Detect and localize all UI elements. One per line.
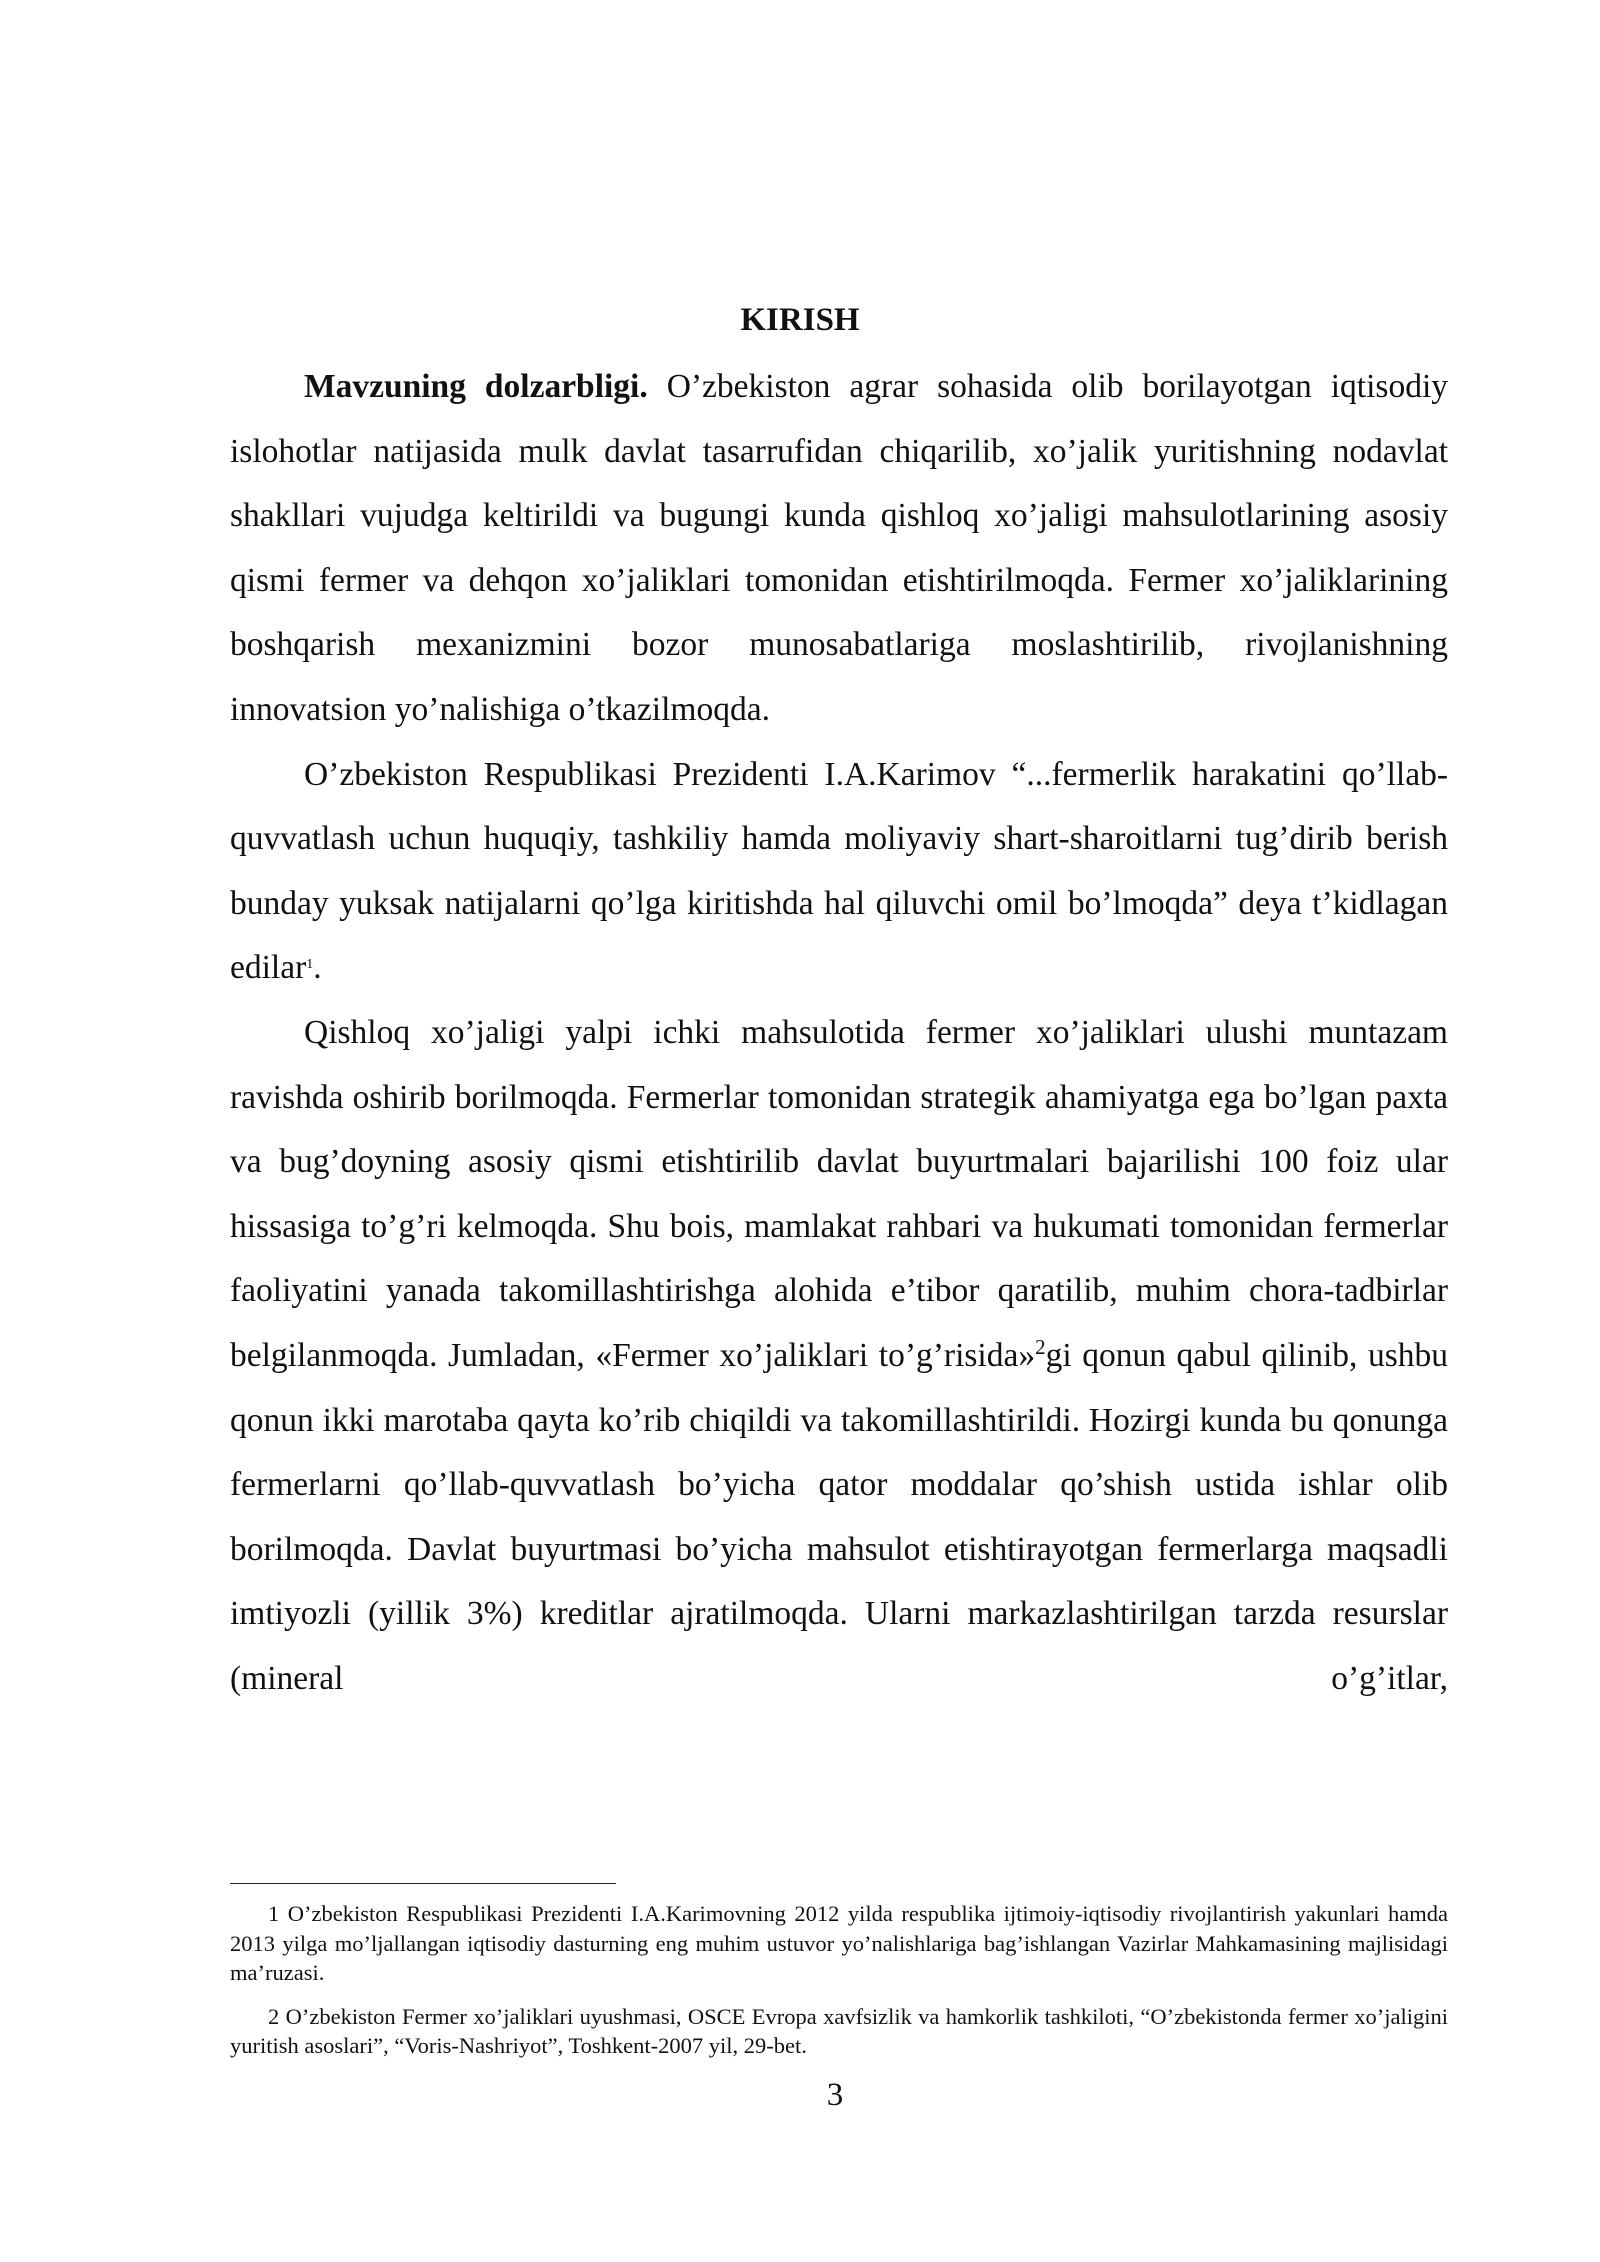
relevance-text: O’zbekiston agrar sohasida olib borilayotgan iqtisodiy islohotlar natijasida mulk davlat tasarrufidan chiqarilib, xo’jalik yuritishning nodavlat shakllari vujudga keltirildi va bugungi kunda qishloq xo’jaligi mahsulotlarining asosiy qismi fermer va dehqon xo’jaliklari tomonidan etishtirilmoqda. Fermer xo’jaliklarining boshqarish mexanizmini bozor munosabatlariga moslashtirilib, rivojlanishning innovatsion yo’nalishiga o’tkazilmoqda. (230, 368, 1449, 728)
relevance-lead: Mavzuning dolzarbligi. (304, 368, 648, 405)
paragraph-farmer-share (230, 1001, 1448, 1712)
quote-text: O’zbekiston Respublikasi Prezidenti I.A.Karimov “...fermerlik harakatini qo’llab-quvvatlash uchun huquqiy, tashkiliy hamda moliyaviy shart-sharoitlarni tug’dirib berish bunday yuksak natijalarni qo’lga kiritishda hal qiluvchi omil bo’lmoqda” deya t’kidlagan edilar (230, 755, 1448, 987)
footnotes (230, 1899, 1448, 2075)
footnote-ref-1[interactable]: 1 (306, 957, 314, 973)
footnote-number: 1 (268, 1901, 280, 1926)
footnote-ref-2[interactable]: 2 (1035, 1334, 1046, 1359)
paragraph-relevance (230, 355, 1448, 743)
paragraph-president-quote (230, 743, 1448, 1001)
page-number: 3 (826, 2077, 844, 2113)
farmer-share-text: Qishloq xo’jaligi yalpi ichki mahsulotida fermer xo’jaliklari ulushi muntazam ravishda oshirib borilmoqda. Fermerlar tomonidan strategik ahamiyatga ega bo’lgan paxta va bug’doyning asosiy qismi etishtirilib davlat buyurtmalari bajarilishi 100 foiz ular hissasiga to’g’ri kelmoqda. Shu bois, mamlakat rahbari va hukumati tomonidan fermerlar faoliyatini yanada takomillashtirishga alohida e’tibor qaratilib, muhim chora-tadbirlar belgilanmoqda. Jumladan, «Fermer xo’jaliklari to’g’risida» (230, 1013, 1448, 1374)
footnote-2 (230, 2002, 1448, 2061)
footnote-text: O’zbekiston Respublikasi Prezidenti I.A.Karimovning 2012 yilda respublika ijtimoiy-iqtisodiy rivojlantirish yakunlari hamda 2013 yilga mo’ljallangan iqtisodiy dasturning eng muhim ustuvor yo’nalishlariga bag’ishlangan Vazirlar Mahkamasining majlisidagi ma’ruzasi. (230, 1901, 1448, 1985)
body-text (230, 355, 1448, 1711)
farmer-share-text-end: gi qonun qabul qilinib, ushbu qonun ikki marotaba qayta ko’rib chiqildi va takomillashtirildi. Hozirgi kunda bu qonunga fermerlarni qo’llab-quvvatlash bo’yicha qator moddalar qo’shish ustida ishlar olib borilmoqda. Davlat buyurtmasi bo’yicha mahsulot etishtirayotgan fermerlarga maqsadli imtiyozli (yillik 3%) kreditlar ajratilmoqda. Ularni markazlashtirilgan tarzda resurslar (mineral o’g’itlar, (230, 1336, 1448, 1697)
footnote-text: O’zbekiston Fermer xo’jaliklari uyushmasi, OSCE Evropa xavfsizlik va hamkorlik tashkiloti, “O’zbekistonda fermer xo’jaligini yuritish asoslari”, “Voris-Nashriyot”, Toshkent-2007 yil, 29-bet. (230, 2003, 1448, 2058)
footnote-number: 2 (268, 2003, 280, 2029)
quote-text-end: . (313, 949, 322, 987)
footnote-separator (230, 1883, 616, 1884)
footnote-1 (230, 1899, 1448, 1988)
section-heading: KIRISH (740, 302, 860, 338)
